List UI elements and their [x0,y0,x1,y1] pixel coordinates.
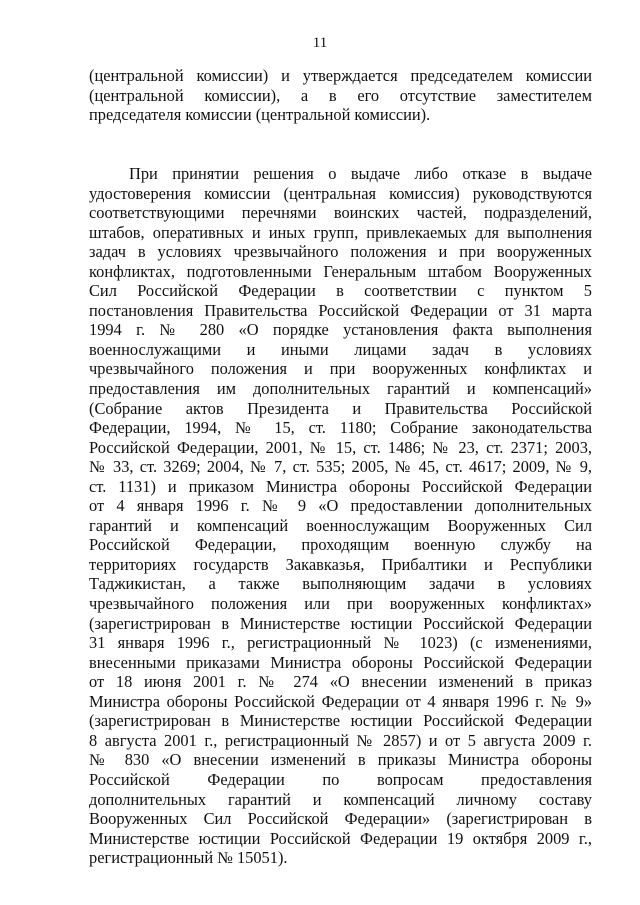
paragraph-line: (центральной комиссии), а в его отсутствие заместителем [89,85,592,105]
paragraph-line: удостоверения комиссии (центральная комиссия) руководствуются [89,183,592,203]
paragraph-line: от 18 июня 2001 г. № 274 «О внесении изменений в приказ [89,672,592,692]
paragraph-line: Российской Федерации, проходящим военную службу на [89,535,592,555]
paragraph-line: постановления Правительства Российской Федерации от 31 марта [89,300,592,320]
paragraph-line: конфликтах, подготовленными Генеральным штабом Вооруженных [89,261,592,281]
paragraph-line: территориях государств Закавказья, Прибалтики и Республики [89,554,592,574]
paragraph-line: Российской Федерации по вопросам предоставления [89,769,592,789]
paragraph-line: (зарегистрирован в Министерстве юстиции Российской Федерации [89,613,592,633]
paragraph-line: 1994 г. № 280 «О порядке установления факта выполнения [89,320,592,340]
paragraph-line: штабов, оперативных и иных групп, привлекаемых для выполнения [89,222,592,242]
paragraph-line: Министерстве юстиции Российской Федерации 19 октября 2009 г., [89,828,592,848]
paragraph-line: (центральной комиссии) и утверждается председателем комиссии [89,66,592,85]
paragraph-line: Сил Российской Федерации в соответствии с пунктом 5 [89,281,592,301]
paragraph-line: Министра обороны Российской Федерации от 4 января 1996 г. № 9» [89,691,592,711]
paragraph-line: дополнительных гарантий и компенсаций личному составу [89,789,592,809]
paragraph-line: задач в условиях чрезвычайного положения и при вооруженных [89,242,592,262]
paragraph-line: чрезвычайного положения или при вооруженных конфликтах» [89,594,592,614]
paragraph-line: гарантий и компенсаций военнослужащим Вооруженных Сил [89,515,592,535]
paragraph-line: внесенными приказами Министра обороны Российской Федерации [89,652,592,672]
paragraph-line: предоставления им дополнительных гарантий и компенсаций» [89,379,592,399]
paragraph-line: от 4 января 1996 г. № 9 «О предоставлении дополнительных [89,496,592,516]
page-number: 11 [312,35,328,51]
paragraph-line: военнослужащими и иными лицами задач в условиях [89,339,592,359]
paragraph-line: чрезвычайного положения и при вооруженных конфликтах и [89,359,592,379]
paragraph-line: При принятии решения о выдаче либо отказе в выдаче [129,164,592,183]
paragraph-line: регистрационный № 15051). [89,848,288,868]
paragraph-line: Таджикистан, а также выполняющим задачи в условиях [89,574,592,594]
paragraph-1 [89,66,592,125]
paragraph-line: 8 августа 2001 г., регистрационный № 2857) и от 5 августа 2009 г. [89,730,592,750]
paragraph-line: соответствующими перечнями воинских частей, подразделений, [89,203,592,223]
paragraph-line: председателя комиссии (центральной комиссии). [89,105,431,125]
paragraph-line: 31 января 1996 г., регистрационный № 1023) (с изменениями, [89,633,592,653]
paragraph-2 [89,164,592,868]
paragraph-line: Вооруженных Сил Российской Федерации» (зарегистрирован в [89,809,592,829]
paragraph-line: Российской Федерации, 2001, № 15, ст. 1486; № 23, ст. 2371; 2003, [89,437,592,457]
paragraph-line: (зарегистрирован в Министерстве юстиции Российской Федерации [89,711,592,731]
paragraph-line: ст. 1131) и приказом Министра обороны Российской Федерации [89,476,592,496]
paragraph-line: Федерации, 1994, № 15, ст. 1180; Собрание законодательства [89,418,592,438]
paragraph-line: (Собрание актов Президента и Правительства Российской [89,398,592,418]
paragraph-line: № 33, ст. 3269; 2004, № 7, ст. 535; 2005, № 45, ст. 4617; 2009, № 9, [89,457,592,477]
paragraph-line: № 830 «О внесении изменений в приказы Министра обороны [89,750,592,770]
